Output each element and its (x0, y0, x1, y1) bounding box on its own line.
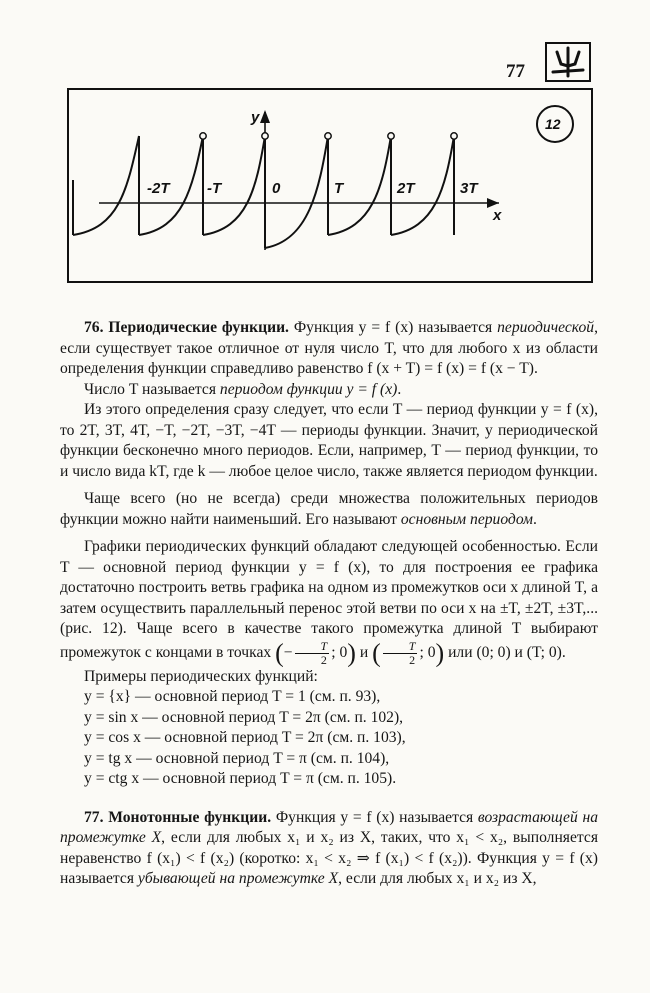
tick-label: -2T (147, 180, 170, 197)
tick-label: 2T (397, 180, 415, 197)
page-number: 77 (506, 61, 525, 82)
paren: ( (275, 638, 284, 667)
term: периодической (497, 319, 595, 336)
list-item: y = ctg x — основной период T = π (см. п. 105). (84, 770, 397, 787)
periodic-function-graph (69, 90, 595, 285)
tick-label: -T (207, 180, 222, 197)
paragraph-main-period (60, 489, 598, 530)
paragraph-graphs (60, 537, 598, 667)
text-run: − (283, 643, 293, 661)
tick-label: 3T (460, 180, 478, 197)
examples-intro: Примеры периодических функций: (84, 667, 318, 685)
text-run: или (0; 0) и (T; 0). (448, 643, 566, 661)
tick-label: T (334, 180, 344, 197)
text-run: Функция y = f (x) называется (275, 808, 478, 826)
paren: ) (347, 638, 356, 667)
list-item: y = tg x — основной период T = π (см. п. 104), (84, 749, 390, 767)
list-item: y = sin x — основной период T = 2π (см. п. 102), (84, 708, 404, 726)
fraction-numerator: T (295, 640, 330, 654)
text-run: ; 0 (331, 643, 348, 661)
paragraph-period (60, 380, 598, 401)
y-axis-label: y (251, 109, 260, 126)
text-run: . (397, 380, 402, 398)
section-heading: 77. Монотонные функции. (84, 808, 272, 826)
fraction-emblem-icon (545, 42, 591, 82)
figure-12 (67, 88, 593, 283)
term: основным периодом (400, 510, 533, 528)
text-run: ; 0 (419, 643, 436, 661)
list-item: y = {x} — основной период T = 1 (см. п. 93), (84, 688, 381, 705)
text-run: , если существует такое отличное от нуля число T, что для любого x из области определения функции справедливо равенство f (x + T) = f (x) = f (x − T). (60, 319, 598, 377)
text-run: , если для любых x₁ и x₂ из X, таких, что x₁ < x₂, выполняется неравенство f (x₁) < f (x₂) (коротко: x₁ < x₂ ⇒ f (x₁) < f (x₂)). Функция y = f (x) называется (60, 829, 598, 887)
text-run: Чаще всего (но не всегда) среди множества положительных периодов функции можно найти наименьший. Его называют (60, 490, 598, 528)
fraction-denominator: 2 (409, 652, 416, 667)
section-heading: 76. Периодические функции. (84, 319, 289, 336)
term: убывающей на промежутке X (137, 870, 339, 887)
text-run: Графики периодических функций обладают следующей особенностью. Если T — основной период функции y = f (x), то для построения ее графика достаточно построить ветвь графика на одном из промежутков оси x длиной T, а затем осуществить параллельный перенос этой ветви по оси x на ±T, ±2T, ±3T,... (рис. 12). Чаще всего в качестве такого промежутка длиной T выбирают промежуток с концами в точках (60, 538, 598, 661)
paren: ( (372, 638, 381, 667)
x-axis-label: x (493, 207, 502, 224)
fraction (295, 640, 330, 667)
list-item: y = cos x — основной период T = 2π (см. п. 103), (84, 729, 406, 746)
fraction-denominator: 2 (320, 652, 327, 667)
main-text (60, 318, 598, 890)
text-run: , если для любых x₁ и x₂ из X, (338, 870, 537, 887)
fraction (383, 640, 418, 667)
fraction-numerator: T (383, 640, 418, 654)
paren: ) (435, 638, 445, 667)
figure-badge-label: 12 (545, 116, 561, 132)
paragraph-definition (60, 318, 598, 380)
term: периодом функции y = f (x) (219, 380, 398, 398)
paragraph-monotonic (60, 808, 598, 890)
paragraph-multiples: Из этого определения сразу следует, что если T — период функции y = f (x), то 2T, 3T, 4T, −T, −2T, −3T, −4T — периоды функции. Значит, у периодической функции бесконечно много периодов. Если, например, T — период функции, то и число вида kT, где k — любое целое число, также является периодом функции. (60, 401, 598, 480)
text-run: и (359, 643, 369, 661)
text-run: Функция y = f (x) называется (293, 319, 498, 336)
text-run: Число T называется (84, 380, 220, 398)
tick-label: 0 (272, 180, 281, 197)
term: возрастающей на промежутке X (60, 808, 598, 846)
examples-list (60, 687, 598, 790)
text-run: . (532, 510, 537, 528)
